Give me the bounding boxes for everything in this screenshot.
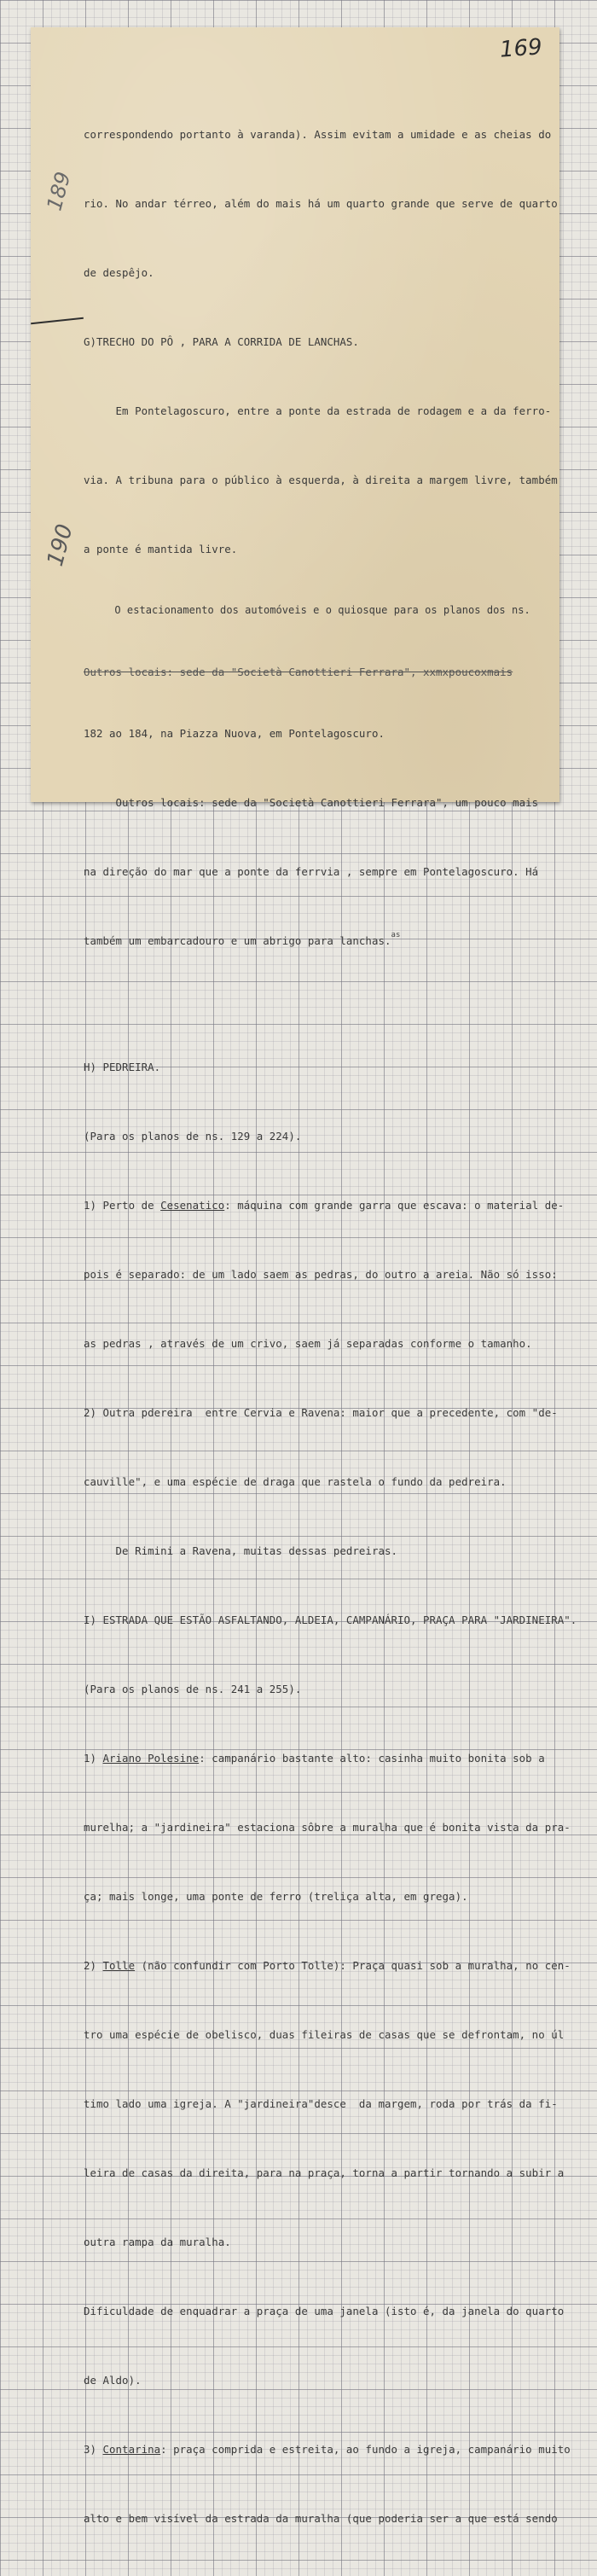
text-line [84,929,561,952]
text-line: (Para os planos de ns. 241 a 255). [84,1683,302,1695]
caret-insertion: as [391,931,401,939]
text-span: 2) [84,1959,103,1972]
section-heading-i: I) ESTRADA QUE ESTÃO ASFALTANDO, ALDEIA, CAMPANÁRIO, PRAÇA PARA "JARDINEIRA". [84,1614,577,1626]
section-heading-h: H) PEDREIRA. [84,1061,161,1073]
typed-insertion-line: O estacionamento dos automóveis e o quiosque para os planos dos ns. [84,604,530,616]
text-span: : máquina com grande garra que escava: o material de- [224,1199,565,1212]
text-span: : campanário bastante alto: casinha muito bonita sob a [199,1752,545,1765]
text-span: 1) [84,1752,103,1765]
text-line: as pedras , através de um crivo, saem já separadas conforme o tamanho. [84,1337,532,1350]
text-span: (não confundir com Porto Tolle): Praça quasi sob a muralha, no cen- [135,1959,571,1972]
text-line: (Para os planos de ns. 129 a 224). [84,1130,302,1143]
margin-note-189: 189 [42,169,76,213]
text-line: de Aldo). [84,2374,142,2387]
text-line: correspondendo portanto à varanda). Assim evitam a umidade e as cheias do [84,128,552,141]
text-span: : praça comprida e estreita, ao fundo a igreja, campanário muito [160,2443,571,2456]
text-line: De Rimini a Ravena, muitas dessas pedreiras. [84,1544,397,1557]
text-line: Dificuldade de enquadrar a praça de uma janela (isto é, da janela do quarto [84,2305,565,2317]
place-name-underlined: Tolle [102,1959,136,1972]
text-line: Outros locais: sede da "Società Canottieri Ferrara", um pouco mais [84,796,539,809]
text-line: cauville", e uma espécie de draga que rastela o fundo da pedreira. [84,1475,507,1488]
text-line: leira de casas da direita, para na praça, torna a partir tornando a subir a [84,2166,565,2179]
text-line [84,2438,571,2461]
text-line: 2) Outra pdereira entre Cervia e Ravena: maior que a precedente, com "de- [84,1406,558,1419]
place-name-underlined: Contarina [102,2443,161,2456]
struck-through-line: Outros locais: sede da "Società Canottieri Ferrara", xxmxpoucoxmais [84,666,513,678]
page-number: 169 [499,34,543,63]
text-line: a ponte é mantida livre. [84,543,238,555]
text-line: pois é separado: de um lado saem as pedras, do outro a areia. Não só isso: [84,1268,558,1281]
text-line [84,1747,561,1770]
place-name-underlined: Ariano Polesine [102,1752,200,1765]
text-line: de despêjo. [84,266,154,279]
text-span: também um embarcadouro e um abrigo para lanchas. [84,934,391,947]
place-name-underlined: Cesenatico [160,1199,225,1212]
text-line: via. A tribuna para o público à esquerda, à direita a margem livre, também [84,474,558,486]
text-line [84,1194,565,1217]
text-line: outra rampa da muralha. [84,2236,231,2248]
margin-note-190: 190 [42,521,78,569]
margin-pencil-line [31,317,84,324]
text-span: 1) Perto de [84,1199,161,1212]
text-line: 182 ao 184, na Piazza Nuova, em Pontelagoscuro. [84,727,385,740]
text-line: timo lado uma igreja. A "jardineira"desce da margem, roda por trás da fi- [84,2097,558,2110]
document-body [84,77,577,2576]
text-line: ça; mais longe, uma ponte de ferro (treliça alta, em grega). [84,1890,468,1903]
text-line: Em Pontelagoscuro, entre a ponte da estrada de rodagem e a da ferro- [84,404,552,417]
section-heading-g: G)TRECHO DO PÔ , PARA A CORRIDA DE LANCHAS. [84,335,359,348]
text-line: alto e bem visível da estrada da muralha (que poderia ser a que está sendo [84,2512,558,2525]
typed-page [31,27,577,2525]
text-line: rio. No andar térreo, além do mais há um quarto grande que serve de quarto [84,197,558,210]
text-line: na direção do mar que a ponte da ferrvia , sempre em Pontelagoscuro. Há [84,865,539,878]
text-line: tro uma espécie de obelisco, duas fileiras de casas que se defrontam, no úl [84,2028,565,2041]
text-line [84,1954,571,1977]
text-line: murelha; a "jardineira" estaciona sôbre a muralha que é bonita vista da pra- [84,1821,571,1834]
text-span: 3) [84,2443,103,2456]
